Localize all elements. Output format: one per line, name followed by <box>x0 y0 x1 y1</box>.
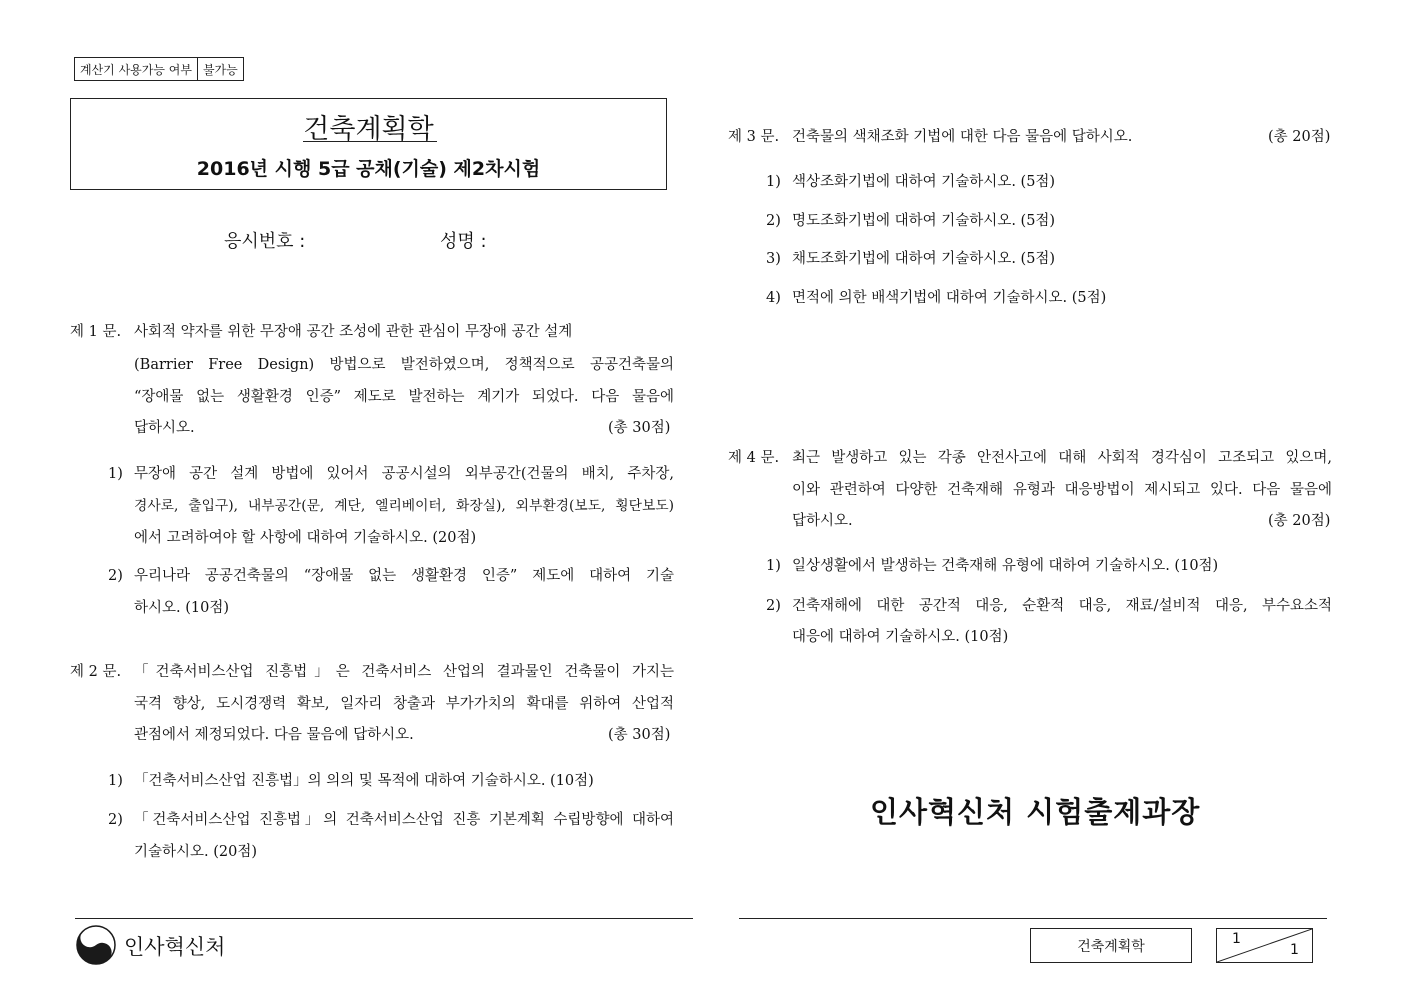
taegeuk-logo-icon <box>76 925 116 965</box>
page-number-box <box>1216 928 1313 963</box>
q3-points: (총 20점) <box>1268 129 1331 145</box>
q3-text: 건축물의 색채조화 기법에 대한 다음 물음에 답하시오. <box>792 129 1133 145</box>
name-label: 성명 : <box>440 231 487 252</box>
q4-number: 제 4 문. <box>728 450 780 466</box>
subject-title: 건축계획학 <box>303 114 434 145</box>
q3-sub3-number: 3) <box>766 251 781 267</box>
q2-sub2-line-2: 기술하시오. (20점) <box>134 844 258 860</box>
q4-sub2-number: 2) <box>766 598 781 614</box>
q1-sub1-line-2: 경사로, 출입구), 내부공간(문, 계단, 엘리베이터, 화장실), 외부환경(보도, 횡단보도) <box>134 498 674 514</box>
q4-points: (총 20점) <box>1268 513 1331 529</box>
q1-sub2-number: 2) <box>108 568 123 584</box>
q3-sub3-text: 채도조화기법에 대하여 기술하시오. (5점) <box>792 251 1056 267</box>
q1-line-2: (Barrier Free Design) 방법으로 발전하였으며, 정책적으로 공공건축물의 <box>134 357 674 373</box>
exam-name: 2016년 시행 5급 공채(기술) 제2차시험 <box>196 158 541 180</box>
q1-sub2-line-1: 우리나라 공공건축물의 “장애물 없는 생활환경 인증” 제도에 대하여 기술 <box>134 568 674 584</box>
q1-line-1: 사회적 약자를 위한 무장애 공간 조성에 관한 관심이 무장애 공간 설계 <box>134 324 573 340</box>
q4-sub2-line-1: 건축재해에 대한 공간적 대응, 순환적 대응, 재료/설비적 대응, 부수요소적 <box>792 598 1332 614</box>
calculator-value: 불가능 <box>197 58 243 80</box>
footer-subject-text: 건축계획학 <box>1077 938 1145 955</box>
footer-logo-text: 인사혁신처 <box>124 935 226 959</box>
q1-sub1-line-1: 무장애 공간 설계 방법에 있어서 공공시설의 외부공간(건물의 배치, 주차장, <box>134 466 674 482</box>
q1-line-3: “장애물 없는 생활환경 인증” 제도로 발전하는 계기가 되었다. 다음 물음에 <box>134 389 674 405</box>
exam-number-label: 응시번호 : <box>224 231 306 252</box>
page-current: 1 <box>1232 931 1241 947</box>
q2-sub1-line-1: 「건축서비스산업 진흥법」의 의의 및 목적에 대하여 기술하시오. (10점) <box>134 773 594 789</box>
footer-subject-box <box>1030 928 1192 963</box>
q1-sub1-line-3: 에서 고려하여야 할 사항에 대하여 기술하시오. (20점) <box>134 530 477 546</box>
q4-sub1-number: 1) <box>766 558 781 574</box>
title-box <box>70 98 667 190</box>
q2-number: 제 2 문. <box>70 664 122 680</box>
q2-sub2-number: 2) <box>108 812 123 828</box>
q4-sub2-line-2: 대응에 대하여 기술하시오. (10점) <box>792 629 1009 645</box>
q3-sub2-text: 명도조화기법에 대하여 기술하시오. (5점) <box>792 213 1056 229</box>
q3-sub2-number: 2) <box>766 213 781 229</box>
q4-line-3: 답하시오. <box>792 513 853 529</box>
q1-points: (총 30점) <box>608 420 671 436</box>
q2-line-3: 관점에서 제정되었다. 다음 물음에 답하시오. <box>134 727 414 743</box>
q2-points: (총 30점) <box>608 727 671 743</box>
q4-line-1: 최근 발생하고 있는 각종 안전사고에 대해 사회적 경각심이 고조되고 있으며, <box>792 450 1332 466</box>
calculator-label: 계산기 사용가능 여부 <box>80 62 192 77</box>
q1-number: 제 1 문. <box>70 324 122 340</box>
q1-sub2-line-2: 하시오. (10점) <box>134 600 230 616</box>
q2-sub1-number: 1) <box>108 773 123 789</box>
issuer-signature: 인사혁신처 시험출제과장 <box>870 795 1201 829</box>
q3-sub4-number: 4) <box>766 290 781 306</box>
q4-sub1-line-1: 일상생활에서 발생하는 건축재해 유형에 대하여 기술하시오. (10점) <box>792 558 1219 574</box>
subject-underline <box>303 141 437 142</box>
footer-rule-right <box>739 918 1327 919</box>
q2-line-2: 국격 향상, 도시경쟁력 확보, 일자리 창출과 부가가치의 확대를 위하여 산업적 <box>134 696 674 712</box>
q3-sub4-text: 면적에 의한 배색기법에 대하여 기술하시오. (5점) <box>792 290 1107 306</box>
footer-rule-left <box>75 918 693 919</box>
q3-sub1-number: 1) <box>766 174 781 190</box>
q3-number: 제 3 문. <box>728 129 780 145</box>
q1-line-4: 답하시오. <box>134 420 195 436</box>
q1-sub1-number: 1) <box>108 466 123 482</box>
q4-line-2: 이와 관련하여 다양한 건축재해 유형과 대응방법이 제시되고 있다. 다음 물음에 <box>792 482 1332 498</box>
q3-sub1-text: 색상조화기법에 대하여 기술하시오. (5점) <box>792 174 1056 190</box>
page-total: 1 <box>1290 942 1299 958</box>
q2-sub2-line-1: 「건축서비스산업 진흥법」의 건축서비스산업 진흥 기본계획 수립방향에 대하여 <box>134 812 674 828</box>
q2-line-1: 「건축서비스산업 진흥법」은 건축서비스 산업의 결과물인 건축물이 가지는 <box>134 664 674 680</box>
calculator-usage-table <box>74 57 244 81</box>
